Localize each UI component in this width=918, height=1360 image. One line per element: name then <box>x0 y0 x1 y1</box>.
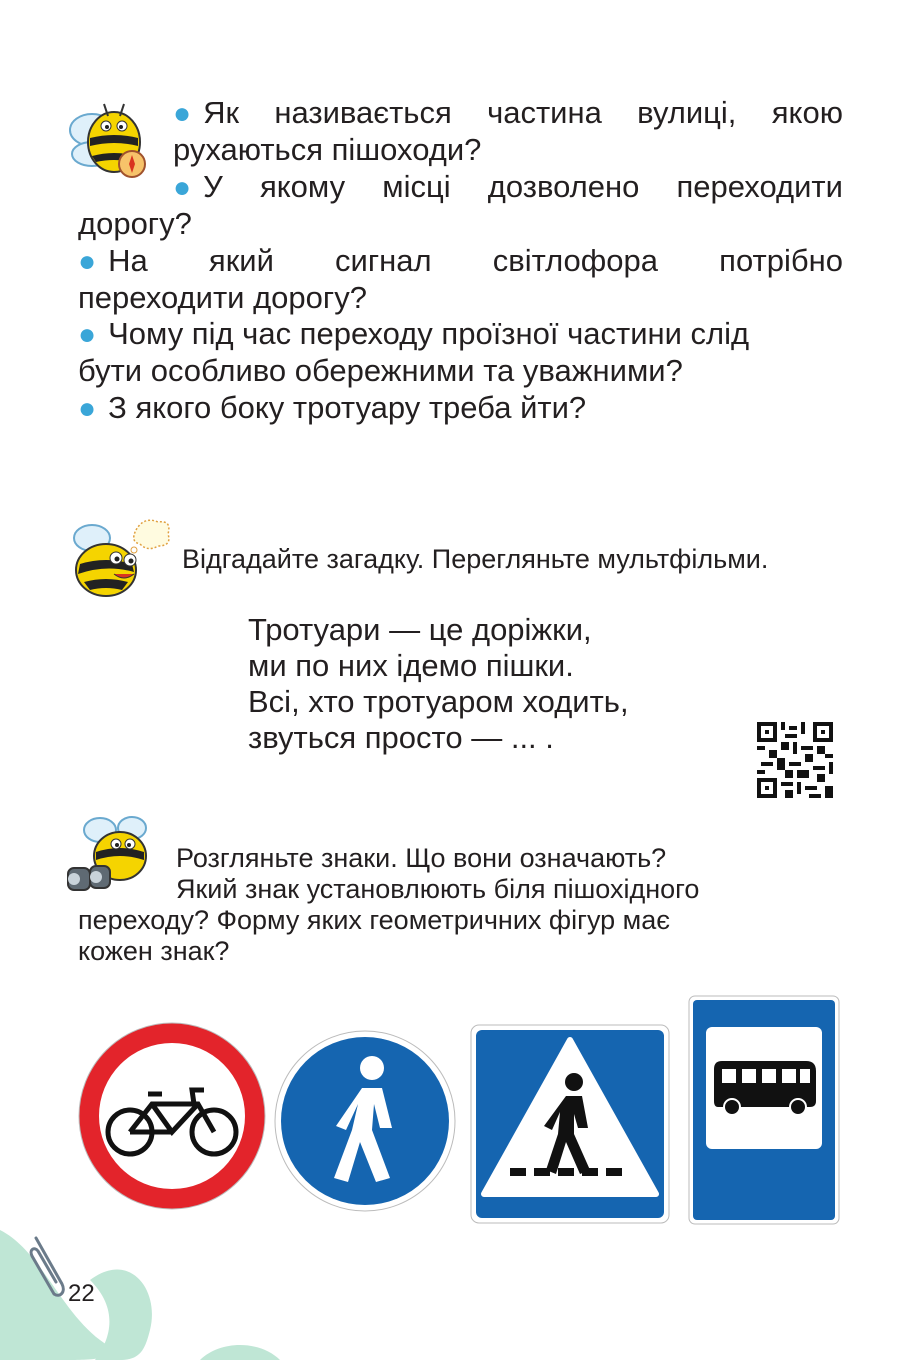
paperclip-icon <box>22 1232 72 1302</box>
bee-binoculars-icon <box>62 812 162 898</box>
page-number: 22 <box>68 1280 95 1307</box>
task-signs-line-1: Розгляньте знаки. Що вони означають? <box>176 843 667 873</box>
qr-code-icon[interactable] <box>757 722 833 798</box>
question-1-line-1: ● Як називається частина вулиці, якою <box>173 95 843 130</box>
bus-stop-sign <box>688 995 840 1225</box>
question-2-line-1: ● У якому місці дозволено переходити <box>173 169 843 204</box>
riddle-line-2: ми по них ідемо пішки. <box>248 648 574 683</box>
bullet-icon: ● <box>173 97 192 130</box>
task-signs-line-2: Який знак установлюють біля пішохідного <box>176 874 700 904</box>
bullet-icon: ● <box>78 245 97 278</box>
bullet-icon: ● <box>173 171 192 204</box>
riddle-line-3: Всі, хто тротуаром ходить, <box>248 684 629 719</box>
riddle-line-1: Тротуари — це доріжки, <box>248 612 592 647</box>
question-1-line-2: рухаються пішоходи? <box>173 132 482 167</box>
question-5-line-1: ● З якого боку тротуару треба йти? <box>78 390 587 425</box>
bee-thinking-icon <box>64 516 172 600</box>
bullet-icon: ● <box>78 318 97 351</box>
pedestrian-path-sign <box>274 1030 456 1212</box>
riddle-line-4: звуться просто — ... . <box>248 720 554 755</box>
task-signs-line-4: кожен знак? <box>78 936 230 966</box>
question-2-line-2: дорогу? <box>78 206 192 241</box>
pedestrian-crossing-sign <box>470 1024 670 1224</box>
question-4-line-2: бути особливо обережними та уважними? <box>78 353 683 388</box>
task-signs-line-3: переходу? Форму яких геометричних фігур має <box>78 905 671 935</box>
question-3-line-1: ● На який сигнал світлофора потрібно <box>78 243 843 278</box>
bullet-icon: ● <box>78 392 97 425</box>
question-4-line-1: ● Чому під час переходу проїзної частини слід <box>78 316 750 351</box>
task-riddle-instruction: Відгадайте загадку. Перегляньте мультфільми. <box>182 544 769 574</box>
no-bicycles-sign <box>76 1020 268 1212</box>
question-3-line-2: переходити дорогу? <box>78 280 367 315</box>
bee-compass-icon <box>62 92 162 184</box>
